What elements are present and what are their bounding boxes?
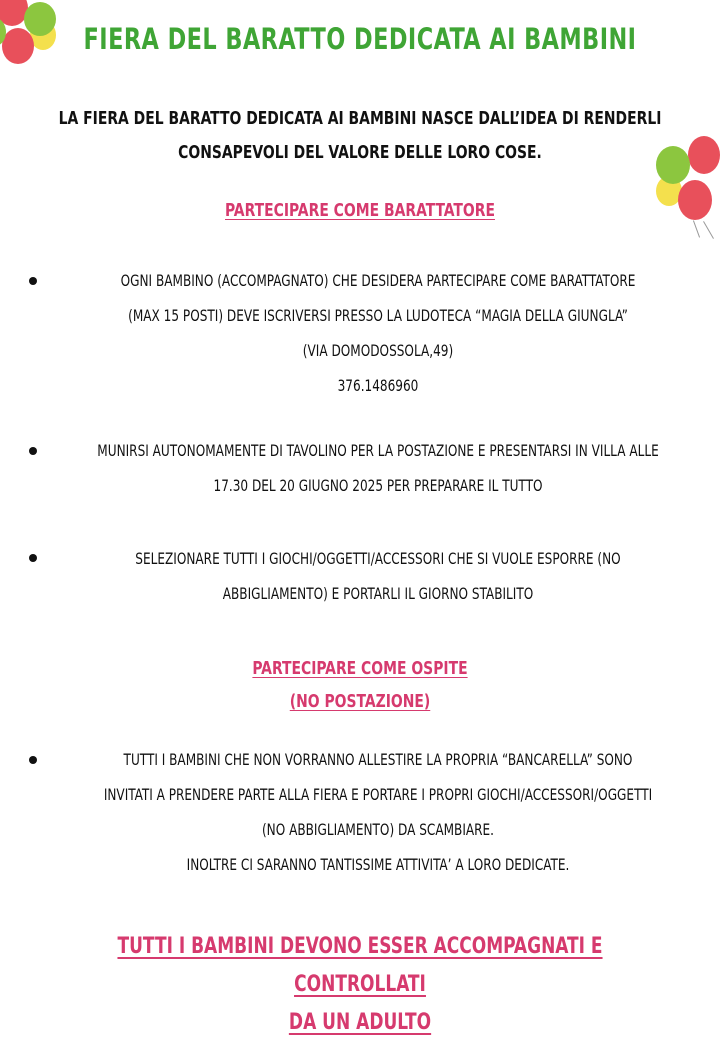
list-item — [91, 433, 666, 503]
intro-line: CONSAPEVOLI DEL VALORE DELLE LORO COSE. — [178, 142, 542, 163]
list-item — [94, 541, 662, 611]
intro-text — [50, 102, 669, 170]
list-item-line: (VIA DOMODOSSOLA,49) — [302, 341, 454, 360]
list-item-line: SELEZIONARE TUTTI I GIOCHI/OGGETTI/ACCESSORI CHE SI VUOLE ESPORRE (NO — [135, 549, 621, 568]
final-notice-text: DA UN ADULTO — [288, 1010, 432, 1035]
final-notice-text: TUTTI I BAMBINI DEVONO ESSER ACCOMPAGNATI E CONTROLLATI — [117, 934, 603, 997]
list-item-line: INVITATI A PRENDERE PARTE ALLA FIERA E PORTARE I PROPRI GIOCHI/ACCESSORI/OGGETTI — [103, 785, 653, 804]
list-item-line: (NO ABBIGLIAMENTO) DA SCAMBIARE. — [261, 820, 495, 839]
list-item-line: INOLTRE CI SARANNO TANTISSIME ATTIVITA’ A LORO DEDICATE. — [186, 855, 570, 874]
list-item-line: (MAX 15 POSTI) DEVE ISCRIVERSI PRESSO LA LUDOTECA “MAGIA DELLA GIUNGLA” — [128, 306, 628, 325]
section-heading-line: PARTECIPARE COME OSPITE — [252, 658, 468, 679]
section-heading-ospite — [50, 652, 669, 718]
list-item-line: MUNIRSI AUTONOMAMENTE DI TAVOLINO PER LA POSTAZIONE E PRESENTARSI IN VILLA ALLE — [97, 441, 659, 460]
bullet-icon — [29, 554, 37, 562]
page-title: FIERA DEL BARATTO DEDICATA AI BAMBINI — [83, 22, 637, 56]
final-notice-line — [50, 1004, 669, 1042]
bullet-icon — [29, 447, 37, 455]
balloon-red-icon — [688, 136, 720, 174]
list-item — [94, 742, 662, 882]
balloon-string-icon — [693, 220, 700, 237]
list-item-line: 17.30 DEL 20 GIUGNO 2025 PER PREPARARE IL TUTTO — [213, 476, 543, 495]
list-item-line: OGNI BAMBINO (ACCOMPAGNATO) CHE DESIDERA PARTECIPARE COME BARATTATORE — [120, 271, 636, 290]
list-item-line: 376.1486960 — [337, 376, 419, 395]
section-heading-line: (NO POSTAZIONE) — [289, 691, 431, 712]
final-notice-line — [50, 928, 669, 1004]
list-item — [94, 263, 662, 403]
balloon-red-icon — [2, 28, 34, 64]
bullet-icon — [29, 756, 37, 764]
balloon-red-icon — [678, 180, 712, 220]
list-item-line: TUTTI I BAMBINI CHE NON VORRANNO ALLESTIRE LA PROPRIA “BANCARELLA” SONO — [123, 750, 633, 769]
section-heading-barattatore: PARTECIPARE COME BARATTATORE — [225, 200, 495, 221]
list-item-line: ABBIGLIAMENTO) E PORTARLI IL GIORNO STABILITO — [222, 584, 534, 603]
balloon-string-icon — [703, 221, 714, 239]
final-notice — [50, 928, 669, 1042]
bullet-icon — [29, 277, 37, 285]
intro-line: LA FIERA DEL BARATTO DEDICATA AI BAMBINI NASCE DALL’IDEA DI RENDERLI — [58, 108, 662, 129]
